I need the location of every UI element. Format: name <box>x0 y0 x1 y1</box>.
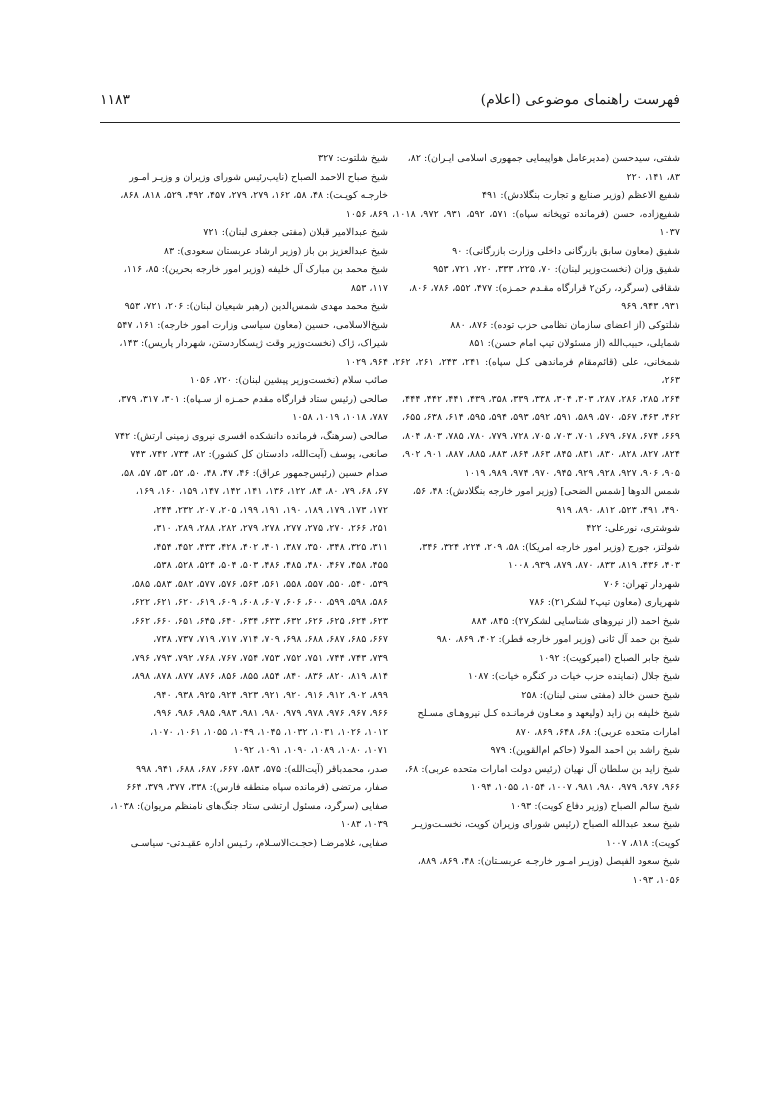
index-entry-line: ۸۶۹، ۱۰۵۶ <box>345 208 388 220</box>
index-entry-line: ۱۰۷۱، ۱۰۸۰، ۱۰۸۹، ۱۰۹۰، ۱۰۹۱، ۱۰۹۲ <box>233 745 388 756</box>
index-entry-line: صدام حسین (رئیس‌جمهور عراق): ۴۶، ۴۷، ۴۸، ۵۰، ۵۲، ۵۳، ۵۷، ۵۸، <box>120 467 388 479</box>
index-entry-line: شیخ محمد بن مبارک آل خلیفه (وزیر امور خارجه بحرین): ۸۵، ۱۱۶، <box>123 264 388 275</box>
index-entry-line: صانعی، یوسف (آیت‌الله، دادستان کل کشور): ۸۲، ۷۳۴، ۷۴۲، ۷۴۳ <box>130 449 388 460</box>
index-entry-line: ۹۶۶، ۹۶۷، ۹۷۹، ۹۸۰، ۹۸۱، ۱۰۰۷، ۱۰۵۴، ۱۰۵۵، ۱۰۹۴ <box>470 782 680 793</box>
index-entry-line: ۶۲۳، ۶۲۴، ۶۲۵، ۶۲۶، ۶۳۲، ۶۳۳، ۶۳۴، ۶۴۰، ۶۴۵، ۶۵۱، ۶۶۰، ۶۶۲، <box>131 615 388 627</box>
index-entry-line: ۸۳، ۱۴۱، ۲۲۰ <box>626 171 680 183</box>
page-number: ۱۱۸۳ <box>100 92 131 108</box>
index-entry-line: شیخ سعود الفیصل (وزیـر امـور خارجـه عربسـتان): ۴۸، ۸۶۹، ۸۸۹، <box>417 856 680 867</box>
index-entry-line: شیخ عبدالعزیز بن باز (وزیر ارشاد عربستان سعودی): ۸۳ <box>163 245 388 257</box>
index-entry-line: شمخانی، علی (قائم‌مقام فرماندهی کـل سپاه): ۲۴۱، ۲۴۳، ۲۶۱، ۲۶۲، ۲۶۳، <box>392 356 680 386</box>
index-entry-line: شیخ راشد بن احمد المولا (حاکم ام‌القوین): ۹۷۹ <box>490 745 680 756</box>
index-entry-line: ۵۳۹، ۵۴۰، ۵۵۰، ۵۵۷، ۵۵۸، ۵۶۱، ۵۶۳، ۵۷۶، ۵۷۷، ۵۸۲، ۵۸۳، ۵۸۵، <box>131 578 388 590</box>
index-entry-line: شفیق وزان (نخست‌وزیر لبنان): ۷۰، ۲۲۵، ۳۳۳، ۷۲۰، ۷۲۱، ۹۵۳ <box>433 264 680 275</box>
index-entry-line: شهریاری (معاون تیپ۲ لشکر۲۱): ۷۸۶ <box>529 597 680 608</box>
index-entry-line: شیخ صباح الاحمد الصباح (نایب‌رئیس شورای وزیران و وزیـر امـور <box>129 171 388 183</box>
index-entry-line: امارات متحده عربی): ۶۸، ۶۴۸، ۸۶۹، ۸۷۰ <box>515 726 680 738</box>
index-entry-line: ۶۷، ۶۸، ۷۹، ۸۰، ۸۴، ۱۲۲، ۱۳۶، ۱۴۱، ۱۴۲، ۱۴۷، ۱۵۹، ۱۶۰، ۱۶۹، <box>135 486 388 497</box>
index-entry-line: شیخ بن حمد آل ثانی (وزیر امور خارجه قطر): ۴۰۲، ۸۶۹، ۹۸۰ <box>436 634 680 645</box>
index-entry-line: ۸۱۴، ۸۱۹، ۸۲۰، ۸۳۶، ۸۴۰، ۸۵۴، ۸۵۵، ۸۵۶، ۸۷۶، ۸۷۷، ۸۷۸، ۸۹۸، <box>131 671 388 682</box>
page-header <box>100 92 680 118</box>
index-entry-line: صالحی (سرهنگ، فرمانده دانشکده افسری نیروی زمینی ارتش): ۷۴۲ <box>114 430 388 442</box>
index-entry-line: ۱۰۳۹، ۱۰۸۳ <box>340 819 388 830</box>
index-entry-line: ۷۳۹، ۷۴۳، ۷۴۴، ۷۵۱، ۷۵۲، ۷۵۳، ۷۵۴، ۷۶۷، ۷۶۸، ۷۹۲، ۷۹۳، ۷۹۶، <box>131 652 388 664</box>
index-entry-line: شیخ احمد (از نیروهای شناسایی لشکر۲۷): ۸۴۵، ۸۸۴ <box>471 615 680 627</box>
index-entry-line: شیخ عبدالامیر قبلان (مفتی جعفری لبنان): ۷۲۱ <box>203 227 388 238</box>
index-entry-line: ۶۶۹، ۶۷۴، ۶۷۸، ۶۷۹، ۷۰۱، ۷۰۳، ۷۰۵، ۷۲۸، ۷۷۹، ۷۸۰، ۷۸۵، ۸۰۳، ۸۰۴، <box>401 430 680 442</box>
index-entry-line: صفار، مرتضی (فرمانده سپاه منطقه فارس): ۳۳۸، ۳۷۷، ۳۷۹، ۶۶۴ <box>126 782 388 793</box>
index-entry-line: شیخ سالم الصباح (وزیر دفاع کویت): ۱۰۹۳ <box>510 800 680 812</box>
index-entry-line: شفیع‌زاده، حسن (فرمانده توپخانه سپاه): ۵۷۱، ۵۹۲، ۹۳۱، ۹۷۲، ۱۰۱۸، ۱۰۳۷ <box>392 208 681 238</box>
index-entry-line: شیخ زاید بن سلطان آل نهیان (رئیس دولت امارات متحده عربی): ۶۸، <box>404 763 680 775</box>
index-entry-line: صفایی، غلامرضـا (حجـت‌الاسـلام، رئـیس اداره عقیـدتی- سیاسـی <box>130 837 388 849</box>
index-entry-line: ۵۸۶، ۵۹۸، ۵۹۹، ۶۰۰، ۶۰۶، ۶۰۷، ۶۰۸، ۶۰۹، ۶۱۹، ۶۲۰، ۶۲۱، ۶۲۲، <box>131 597 388 608</box>
index-entry-line: ۱۰۵۶، ۱۰۹۳ <box>632 874 680 886</box>
index-entry-line: ۴۹۰، ۴۹۱، ۵۲۳، ۸۱۲، ۸۹۰، ۹۱۹ <box>556 504 680 516</box>
header-rule <box>100 122 680 123</box>
index-entry-line: شیراک، ژاک (نخست‌وزیر وقت ژیسکاردستن، شهردار پاریس): ۱۴۳، <box>119 338 388 349</box>
index-entry-line: صائب سلام (نخست‌وزیر پیشین لبنان): ۷۲۰، ۱۰۵۶ <box>189 375 388 386</box>
index-entry-line: شیخ جابر الصباح (امیرکویت): ۱۰۹۲ <box>538 652 680 664</box>
index-entry-line: صفایی (سرگرد، مسئول ارتشی ستاد جنگ‌های نامنظم مریوان): ۱۰۳۸، <box>110 800 388 812</box>
index-entry-line: ۴۶۲، ۴۶۳، ۵۶۷، ۵۷۰، ۵۸۹، ۵۹۱، ۵۹۲، ۵۹۳، ۵۹۴، ۵۹۵، ۶۱۴، ۶۳۸، ۶۵۵، <box>401 412 680 423</box>
index-entry-line: شیخ سعد عبدالله الصباح (رئیس شورای وزیران کویت، نخسـت‌وزیـر <box>411 819 680 830</box>
index-entry-line: شیخ محمد مهدی شمس‌الدین (رهبر شیعیان لبنان): ۲۰۶، ۷۲۱، ۹۵۳ <box>124 301 388 312</box>
index-entry-line: شیخ‌الاسلامی، حسین (معاون سیاسی وزارت امور خارجه): ۱۶۱، ۵۴۷ <box>117 319 388 331</box>
index-entry-line: ۶۶۷، ۶۸۵، ۶۸۷، ۶۸۸، ۶۹۸، ۷۰۹، ۷۱۴، ۷۱۷، ۷۱۹، ۷۳۷، ۷۳۸، <box>153 634 388 645</box>
index-column-right <box>392 150 680 890</box>
index-entry-line: شمس الدوها [شمس الضحی] (وزیر امور خارجه بنگلادش): ۴۸، ۵۶، <box>412 486 680 497</box>
index-entry-line: ۴۰۳، ۴۳۶، ۸۱۹، ۸۳۳، ۸۷۰، ۸۷۹، ۹۳۹، ۱۰۰۸ <box>508 560 680 571</box>
index-entry-line: کویت): ۸۱۸، ۱۰۰۷ <box>606 837 680 849</box>
index-entry-line: شیخ شلتوت: ۳۲۷ <box>317 153 388 164</box>
index-entry-line: ۲۶۴، ۲۸۵، ۲۸۶، ۲۸۷، ۳۰۳، ۳۰۴، ۳۳۸، ۳۳۹، ۳۵۸، ۴۳۹، ۴۴۱، ۴۴۲، ۴۴۴، <box>401 393 680 405</box>
index-entry-line: ۳۱۱، ۳۲۵، ۳۴۸، ۳۵۰، ۳۸۷، ۴۰۱، ۴۰۲، ۴۲۸، ۴۳۳، ۴۵۲، ۴۵۴، <box>153 541 388 553</box>
index-entry-line: شفیع الاعظم (وزیر صنایع و تجارت بنگلادش): ۴۹۱ <box>481 190 680 201</box>
index-entry-line: ۹۶۶، ۹۶۷، ۹۷۶، ۹۷۸، ۹۷۹، ۹۸۰، ۹۸۱، ۹۸۳، ۹۸۵، ۹۸۶، ۹۹۶، <box>153 708 388 719</box>
index-entry-line: شفیق (معاون سابق بازرگانی داخلی وزارت بازرگانی): ۹۰ <box>452 245 680 257</box>
index-entry-line: صدر، محمدباقر (آیت‌الله): ۵۷۵، ۵۸۳، ۶۶۷، ۶۸۷، ۶۸۸، ۹۴۱، ۹۹۸ <box>135 763 388 775</box>
index-entry-line: شمایلی، حبیب‌الله (از مسئولان تیپ امام حسن): ۸۵۱ <box>469 338 680 349</box>
index-entry-line: ۸۹۹، ۹۰۲، ۹۱۲، ۹۱۶، ۹۲۰، ۹۲۱، ۹۲۳، ۹۲۴، ۹۲۵، ۹۳۸، ۹۴۰، <box>153 689 388 701</box>
index-entry-line: ۱۷۲، ۱۷۳، ۱۷۹، ۱۸۹، ۱۹۰، ۱۹۱، ۱۹۹، ۲۰۵، ۲۰۷، ۲۳۲، ۲۴۴، <box>153 504 388 516</box>
index-entry-line: ۸۲۴، ۸۲۷، ۸۲۸، ۸۳۰، ۸۳۱، ۸۴۵، ۸۶۳، ۸۶۴، ۸۸۳، ۸۸۵، ۸۸۷، ۹۰۱، ۹۰۲، <box>401 449 680 460</box>
index-entry-line: شقاقی (سرگرد، رکن۲ قرارگاه مقـدم حمـزه): ۴۷۷، ۵۵۲، ۷۸۶، ۸۰۶، <box>408 282 680 294</box>
index-entry-line: ۱۰۱۲، ۱۰۲۶، ۱۰۳۱، ۱۰۳۲، ۱۰۴۵، ۱۰۴۹، ۱۰۵۵، ۱۰۶۱، ۱۰۷۰، <box>150 726 388 738</box>
index-entry-line: ۷۸۷، ۱۰۱۸، ۱۰۱۹، ۱۰۵۸ <box>292 412 388 423</box>
header-title: فهرست راهنمای موضوعی (اعلام) <box>480 92 680 108</box>
index-entry-line: شیخ خلیفه بن زاید (ولیعهد و معـاون فرمانـده کـل نیروهـای مسـلح <box>417 708 680 719</box>
index-entry-line: ۹۳۱، ۹۴۳، ۹۶۹ <box>621 301 680 312</box>
index-entry-line: ۱۱۷، ۸۵۳ <box>350 282 388 294</box>
index-entry-line: صالحی (رئیس ستاد قرارگاه مقدم حمـزه از سـپاه): ۳۰۱، ۳۱۷، ۳۷۹، <box>118 393 388 405</box>
index-entry-line: شلتوکی (از اعضای سازمان نظامی حزب توده): ۸۷۶، ۸۸۰ <box>450 319 680 331</box>
index-entry-line: شهردار تهران: ۷۰۶ <box>603 578 680 590</box>
index-entry-line: شیخ جلال (نماینده حزب خیات در کنگره خیات): ۱۰۸۷ <box>467 671 680 682</box>
index-entry-line: ۹۰۵، ۹۰۶، ۹۲۷، ۹۲۸، ۹۲۹، ۹۴۵، ۹۷۰، ۹۷۴، ۹۸۹، ۱۰۱۹ <box>464 467 680 479</box>
index-column-left <box>100 150 388 853</box>
index-entry-line: شفتی، سیدحسن (مدیرعامل هواپیمایی جمهوری اسلامی ایـران): ۸۲، <box>407 153 680 164</box>
index-entry-line: شوشتری، نورعلی: ۴۲۲ <box>586 523 680 534</box>
index-entry-line: ۲۵۱، ۲۶۶، ۲۷۰، ۲۷۵، ۲۷۷، ۲۷۸، ۲۷۹، ۲۸۲، ۲۸۸، ۲۸۹، ۳۱۰، <box>153 523 388 534</box>
index-entry-line: شیخ حسن خالد (مفتی سنی لبنان): ۲۵۸ <box>521 689 680 701</box>
index-entry-line: ۴۵۵، ۴۵۸، ۴۶۷، ۴۸۰، ۴۸۵، ۴۸۶، ۵۰۳، ۵۰۴، ۵۲۴، ۵۲۸، ۵۳۸، <box>153 560 388 571</box>
index-entry-line: خارجـه کویـت): ۴۸، ۵۸، ۱۶۲، ۲۷۹، ۲۷۹، ۴۵۷، ۴۹۲، ۵۲۹، ۸۱۸، ۸۶۸، <box>120 190 388 201</box>
index-entry-line: ۹۶۴، ۱۰۲۹ <box>345 356 388 368</box>
index-entry-line: شولتز، جورج (وزیر امور خارجه امریکا): ۵۸، ۲۰۹، ۲۲۴، ۳۲۴، ۳۴۶، <box>418 541 680 553</box>
